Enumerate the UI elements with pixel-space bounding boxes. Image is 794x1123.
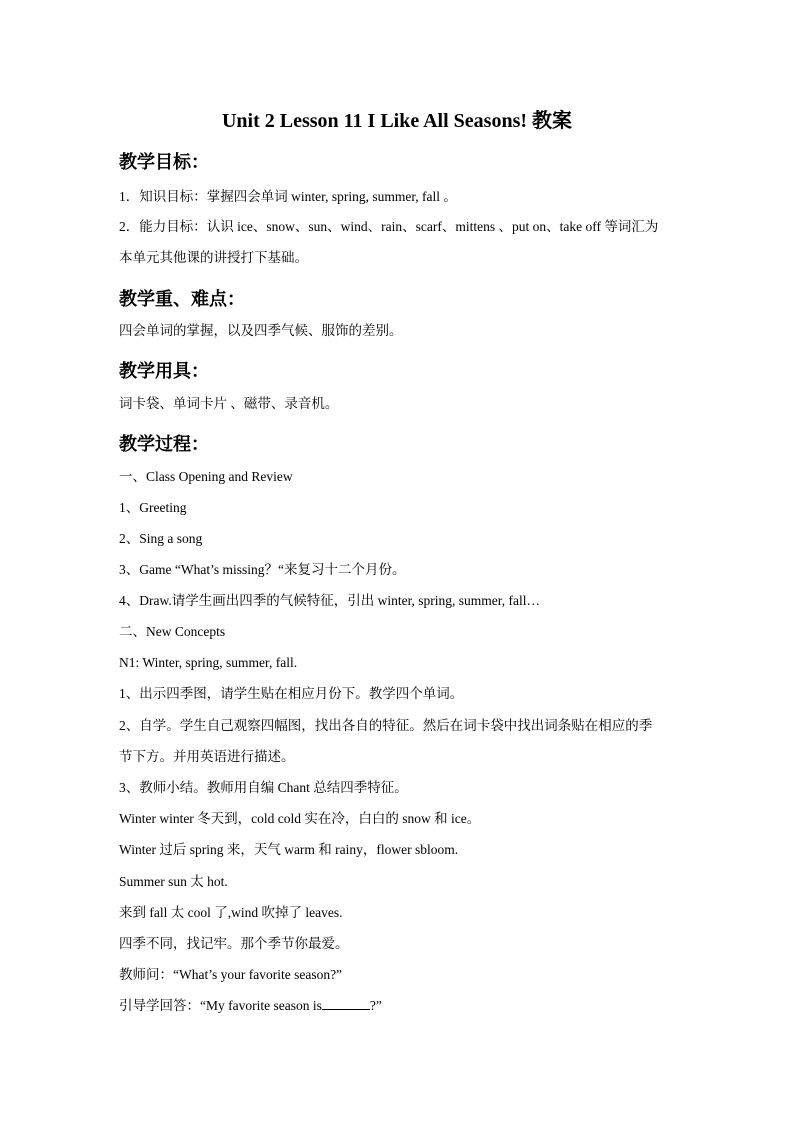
process-line: 4、Draw.请学生画出四季的气候特征，引出 winter, spring, summer, fall… <box>119 593 540 608</box>
process-line: 1、出示四季图，请学生贴在相应月份下。教学四个单词。 <box>119 686 464 701</box>
heading-process: 教学过程： <box>119 434 209 455</box>
process-line: 节下方。并用英语进行描述。 <box>119 749 295 764</box>
key-points-text: 四会单词的掌握，以及四季气候、服饰的差别。 <box>119 323 403 338</box>
answer-suffix: ?” <box>369 998 382 1013</box>
chant-line: Winter 过后 spring 来，天气 warm 和 rainy，flower sbloom. <box>119 842 459 857</box>
process-line: 2、自学。学生自己观察四幅图，找出各自的特征。然后在词卡袋中找出词条贴在相应的季 <box>119 718 653 733</box>
teacher-question: 教师问：“What’s your favorite season?” <box>119 967 343 982</box>
objective-knowledge: 1．知识目标：掌握四会单词 winter, spring, summer, fall 。 <box>119 189 457 204</box>
tools-text: 词卡袋、单词卡片 、磁带、录音机。 <box>119 396 339 411</box>
process-line: N1: Winter, spring, summer, fall. <box>119 655 298 670</box>
chant-line: 来到 fall 太 cool 了,wind 吹掉了 leaves. <box>119 905 343 920</box>
process-line: 2、Sing a song <box>119 531 203 546</box>
objective-ability-cont: 本单元其他课的讲授打下基础。 <box>119 250 308 265</box>
student-answer <box>119 990 679 1021</box>
answer-blank <box>322 997 370 1010</box>
process-line: 一、Class Opening and Review <box>119 469 293 484</box>
chant-line: Winter winter 冬天到，cold cold 实在冷，白白的 snow 和 ice。 <box>119 811 481 826</box>
process-line: 3、Game “What’s missing？“来复习十二个月份。 <box>119 562 406 577</box>
heading-key-points: 教学重、难点： <box>119 289 245 310</box>
heading-objectives: 教学目标： <box>119 152 209 173</box>
process-line: 二、New Concepts <box>119 624 226 639</box>
chant-line: 四季不同，找记牢。那个季节你最爱。 <box>119 936 349 951</box>
answer-prefix: 引导学回答：“My favorite season is <box>119 998 322 1013</box>
objective-ability: 2．能力目标：认识 ice、snow、sun、wind、rain、scarf、mittens 、put on、take off 等词汇为 <box>119 219 659 234</box>
process-line: 3、教师小结。教师用自编 Chant 总结四季特征。 <box>119 780 408 795</box>
document-title: Unit 2 Lesson 11 I Like All Seasons! 教案 <box>221 110 573 132</box>
heading-tools: 教学用具： <box>119 361 209 382</box>
process-line: 1、Greeting <box>119 500 187 515</box>
chant-line: Summer sun 太 hot. <box>119 874 228 889</box>
